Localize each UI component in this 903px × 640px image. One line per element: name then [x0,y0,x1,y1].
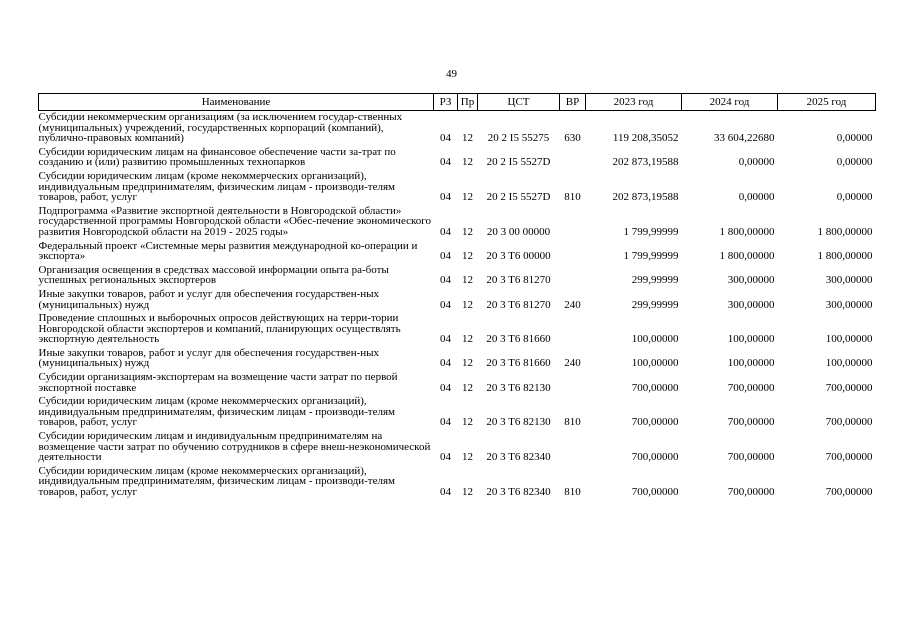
cell-vr: 810 [564,416,581,429]
cell-pr: 12 [462,416,473,429]
cell-name: Субсидии юридическим лицам на финансовое обеспечение части за-трат по созданию и (или) развитию промышленных технопарков [38,145,396,169]
cell-name: Субсидии юридическим лицам и индивидуальным предпринимателям на возмещение части затрат по обучению сотрудников в сфере внеш-неэкономической деятельности [38,430,431,464]
budget-table [38,93,876,500]
cell-name: Федеральный проект «Системные меры развития международной ко-операции и экспорта» [38,239,418,263]
cell-pr: 12 [462,357,473,370]
cell-vr [560,205,586,240]
cell-2025: 0,00000 [836,191,873,204]
header-name: Наименование [39,94,434,111]
cell-cst: 20 3 T6 81270 [486,274,551,287]
cell-2023: 202 873,19588 [612,191,679,204]
table-row [39,430,876,465]
cell-rz: 04 [440,274,451,287]
cell-2025: 300,00000 [825,298,873,311]
cell-cst: 20 3 T6 82340 [486,451,551,464]
cell-2025: 0,00000 [836,156,873,169]
cell-cst: 20 3 T6 82130 [486,381,551,394]
cell-cst: 20 2 I5 55275 [487,132,550,145]
table-body [39,111,876,500]
cell-2024: 300,00000 [727,274,775,287]
header-2023: 2023 год [586,94,682,111]
cell-rz: 04 [440,333,451,346]
cell-rz: 04 [440,416,451,429]
cell-2024: 1 800,00000 [719,225,775,238]
table-header-row [39,94,876,111]
cell-name: Проведение сплошных и выборочных опросов действующих на терри-тории Новгородской области экспортеров и компаний, планирующих осуществлять экспортную деятельность [38,312,401,346]
cell-pr: 12 [462,225,473,238]
cell-2024: 700,00000 [727,486,775,498]
table-row [39,240,876,264]
cell-2025: 100,00000 [825,333,873,346]
cell-2023: 1 799,99999 [623,225,679,238]
cell-vr: 810 [564,191,581,204]
cell-2023: 100,00000 [631,357,679,370]
cell-name: Организация освещения в средствах массовой информации опыта ра-боты успешных региональных экспортеров [38,263,389,287]
cell-2024: 1 800,00000 [719,250,775,263]
table-row [39,465,876,500]
cell-2023: 700,00000 [631,416,679,429]
header-pr: Пр [458,94,478,111]
cell-cst: 20 3 T6 82340 [486,486,551,498]
header-cst: ЦСТ [478,94,560,111]
cell-2023: 700,00000 [631,381,679,394]
cell-2024: 300,00000 [727,298,775,311]
cell-2023: 202 873,19588 [612,156,679,169]
cell-2024: 33 604,22680 [714,132,775,145]
cell-2025: 300,00000 [825,274,873,287]
cell-vr [560,264,586,288]
cell-2023: 100,00000 [631,333,679,346]
cell-rz: 04 [440,132,451,145]
cell-pr: 12 [462,250,473,263]
cell-cst: 20 3 T6 81660 [486,357,551,370]
cell-2025: 100,00000 [825,357,873,370]
cell-cst: 20 2 I5 5527D [486,191,551,204]
cell-2023: 299,99999 [631,274,679,287]
cell-pr: 12 [462,156,473,169]
cell-vr: 240 [564,298,581,311]
cell-2024: 0,00000 [738,191,775,204]
cell-rz: 04 [440,191,451,204]
header-vr: ВР [560,94,586,111]
cell-cst: 20 3 T6 81270 [486,298,551,311]
cell-pr: 12 [462,451,473,464]
cell-rz: 04 [440,486,451,498]
cell-name: Подпрограмма «Развитие экспортной деятельности в Новгородской области» государственной программы Новгородской области «Обес-печение экономического развития Новгородской области на 2019 - 2025 годы» [38,204,432,238]
table-row [39,205,876,240]
cell-vr [560,240,586,264]
cell-cst: 20 2 I5 5527D [486,156,551,169]
cell-name: Иные закупки товаров, работ и услуг для обеспечения государствен-ных (муниципальных) нужд [38,287,380,311]
cell-2025: 0,00000 [836,132,873,145]
cell-2023: 299,99999 [631,298,679,311]
cell-2023: 700,00000 [631,486,679,498]
cell-cst: 20 3 T6 82130 [486,416,551,429]
cell-name: Субсидии юридическим лицам (кроме некоммерческих организаций), индивидуальным предпринимателям, физическим лицам - производи-телям товаров, работ, услуг [38,395,396,429]
cell-2023: 700,00000 [631,451,679,464]
table-row [39,395,876,430]
cell-2023: 1 799,99999 [623,250,679,263]
cell-vr [560,312,586,347]
table-row [39,347,876,371]
header-rz: РЗ [434,94,458,111]
cell-rz: 04 [440,250,451,263]
cell-pr: 12 [462,132,473,145]
cell-rz: 04 [440,381,451,394]
cell-name: Субсидии некоммерческим организациям (за исключением государ-ственных (муниципальных) учреждений, государственных корпораций (компаний), публично-правовых компаний) [38,111,403,145]
cell-name: Субсидии юридическим лицам (кроме некоммерческих организаций), индивидуальным предпринимателям, физическим лицам - производи-телям товаров, работ, услуг [38,169,396,204]
cell-2025: 1 800,00000 [817,225,873,238]
cell-pr: 12 [462,191,473,204]
table-row [39,146,876,170]
cell-2025: 700,00000 [825,451,873,464]
table-row [39,111,876,146]
cell-name: Субсидии юридическим лицам (кроме некоммерческих организаций), индивидуальным предпринимателям, физическим лицам - производи-телям товаров, работ, услуг [38,464,396,498]
cell-cst: 20 3 00 00000 [486,225,551,238]
cell-2024: 700,00000 [727,381,775,394]
header-2025: 2025 год [778,94,876,111]
cell-pr: 12 [462,333,473,346]
cell-rz: 04 [440,451,451,464]
cell-name: Субсидии организациям-экспортерам на возмещение части затрат по первой экспортной поставке [38,371,398,394]
cell-vr: 240 [564,357,581,370]
cell-pr: 12 [462,486,473,498]
cell-vr [560,430,586,465]
cell-vr [560,371,586,395]
cell-2024: 700,00000 [727,451,775,464]
cell-pr: 12 [462,298,473,311]
cell-2025: 1 800,00000 [817,250,873,263]
cell-2025: 700,00000 [825,486,873,498]
cell-cst: 20 3 T6 00000 [486,250,551,263]
cell-rz: 04 [440,156,451,169]
cell-2025: 700,00000 [825,381,873,394]
cell-2024: 700,00000 [727,416,775,429]
cell-pr: 12 [462,381,473,394]
cell-vr: 630 [564,132,581,145]
cell-cst: 20 3 T6 81660 [486,333,551,346]
cell-vr [560,146,586,170]
header-2024: 2024 год [682,94,778,111]
table-row [39,288,876,312]
cell-rz: 04 [440,225,451,238]
cell-name: Иные закупки товаров, работ и услуг для обеспечения государствен-ных (муниципальных) нужд [38,346,380,370]
cell-rz: 04 [440,298,451,311]
page-number: 49 [446,68,457,80]
cell-rz: 04 [440,357,451,370]
table-row [39,312,876,347]
cell-vr: 810 [564,486,581,498]
cell-2025: 700,00000 [825,416,873,429]
table-row [39,264,876,288]
cell-2024: 0,00000 [738,156,775,169]
cell-pr: 12 [462,274,473,287]
cell-2024: 100,00000 [727,333,775,346]
table-row [39,170,876,205]
cell-2024: 100,00000 [727,357,775,370]
table-row [39,371,876,395]
cell-2023: 119 208,35052 [612,132,679,145]
